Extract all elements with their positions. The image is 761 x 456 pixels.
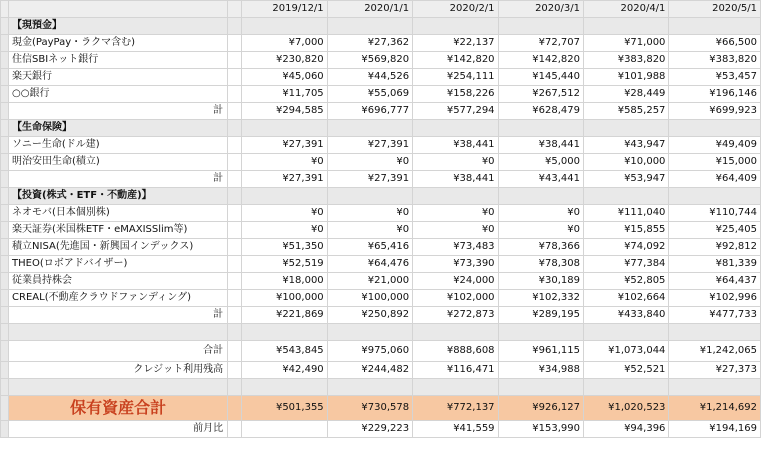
row-edge-cell[interactable] (1, 154, 9, 171)
section-header-deposits (1, 18, 761, 35)
value-cell[interactable] (327, 188, 412, 205)
value-cell[interactable]: ¥102,996 (669, 290, 761, 307)
value-cell[interactable]: ¥49,409 (669, 137, 761, 154)
value-cell[interactable]: ¥15,855 (583, 222, 668, 239)
value-cell[interactable]: ¥116,471 (413, 362, 498, 379)
gap-cell[interactable] (228, 171, 242, 188)
value-cell[interactable]: ¥0 (242, 222, 327, 239)
table-row (1, 290, 761, 307)
value-cell[interactable]: ¥100,000 (327, 290, 412, 307)
value-cell[interactable] (413, 379, 498, 396)
value-cell[interactable]: ¥11,705 (242, 86, 327, 103)
row-label-cell[interactable]: 計 (9, 103, 228, 120)
value-cell[interactable]: ¥43,947 (583, 137, 668, 154)
value-cell[interactable]: ¥961,115 (498, 341, 583, 362)
gap-cell[interactable] (228, 324, 242, 341)
table-row (1, 256, 761, 273)
row-edge-cell[interactable] (1, 171, 9, 188)
value-cell[interactable] (327, 324, 412, 341)
row-label-cell[interactable]: 楽天証券(米国株ETF・eMAXISSlim等) (9, 222, 228, 239)
value-cell[interactable]: ¥0 (498, 205, 583, 222)
gap-cell[interactable] (228, 137, 242, 154)
value-cell[interactable]: ¥772,137 (413, 396, 498, 421)
row-edge-cell[interactable] (1, 362, 9, 379)
credit-balance-row (1, 362, 761, 379)
value-cell[interactable] (669, 188, 761, 205)
value-cell[interactable]: 2020/1/1 (327, 1, 412, 18)
value-cell[interactable] (242, 379, 327, 396)
row-edge-cell[interactable] (1, 307, 9, 324)
gap-cell[interactable] (228, 69, 242, 86)
row-edge-cell[interactable] (1, 188, 9, 205)
gap-cell[interactable] (228, 421, 242, 438)
value-cell[interactable]: ¥0 (413, 154, 498, 171)
value-cell[interactable]: ¥244,482 (327, 362, 412, 379)
value-cell[interactable]: ¥101,988 (583, 69, 668, 86)
table-row (1, 69, 761, 86)
gap-cell[interactable] (228, 222, 242, 239)
subtotal-row-deposits (1, 103, 761, 120)
value-cell[interactable]: ¥0 (327, 222, 412, 239)
table-row (1, 273, 761, 290)
value-cell[interactable] (669, 324, 761, 341)
value-cell[interactable]: 2020/3/1 (498, 1, 583, 18)
value-cell[interactable]: ¥272,873 (413, 307, 498, 324)
table-row (1, 239, 761, 256)
value-cell[interactable]: ¥64,476 (327, 256, 412, 273)
value-cell[interactable]: ¥66,500 (669, 35, 761, 52)
row-label-cell[interactable]: 楽天銀行 (9, 69, 228, 86)
value-cell[interactable]: 2020/5/1 (669, 1, 761, 18)
gap-cell[interactable] (228, 396, 242, 421)
value-cell[interactable] (413, 324, 498, 341)
value-cell[interactable]: ¥52,805 (583, 273, 668, 290)
value-cell[interactable]: ¥27,391 (327, 171, 412, 188)
value-cell[interactable]: ¥78,308 (498, 256, 583, 273)
gap-cell[interactable] (228, 307, 242, 324)
row-label-cell[interactable]: THEO(ロボアドバイザー) (9, 256, 228, 273)
value-cell[interactable]: ¥28,449 (583, 86, 668, 103)
value-cell[interactable]: ¥27,391 (242, 137, 327, 154)
gap-cell[interactable] (228, 273, 242, 290)
value-cell[interactable]: ¥81,339 (669, 256, 761, 273)
row-edge-cell[interactable] (1, 396, 9, 421)
value-cell[interactable] (669, 120, 761, 137)
row-label-cell[interactable]: 計 (9, 307, 228, 324)
row-edge-cell[interactable] (1, 341, 9, 362)
value-cell[interactable]: ¥1,242,065 (669, 341, 761, 362)
row-label-cell[interactable]: 前月比 (9, 421, 228, 438)
row-edge-cell[interactable] (1, 103, 9, 120)
value-cell[interactable]: ¥730,578 (327, 396, 412, 421)
value-cell[interactable]: ¥30,189 (498, 273, 583, 290)
date-header-row (1, 1, 761, 18)
value-cell[interactable]: ¥477,733 (669, 307, 761, 324)
value-cell[interactable]: ¥51,350 (242, 239, 327, 256)
value-cell[interactable] (583, 379, 668, 396)
value-cell[interactable]: ¥41,559 (413, 421, 498, 438)
value-cell[interactable]: ¥696,777 (327, 103, 412, 120)
value-cell[interactable] (498, 188, 583, 205)
value-cell[interactable]: ¥0 (413, 222, 498, 239)
value-cell[interactable]: ¥888,608 (413, 341, 498, 362)
row-label-cell[interactable]: 合計 (9, 341, 228, 362)
value-cell[interactable]: ¥71,000 (583, 35, 668, 52)
gap-cell[interactable] (228, 1, 242, 18)
header-label-cell[interactable] (9, 1, 228, 18)
value-cell[interactable] (669, 379, 761, 396)
value-cell[interactable]: ¥42,490 (242, 362, 327, 379)
value-cell[interactable]: ¥158,226 (413, 86, 498, 103)
value-cell[interactable]: ¥0 (242, 205, 327, 222)
row-label-cell[interactable]: ネオモバ(日本個別株) (9, 205, 228, 222)
value-cell[interactable]: ¥27,391 (327, 137, 412, 154)
value-cell[interactable]: ¥73,390 (413, 256, 498, 273)
value-cell[interactable]: ¥38,441 (413, 137, 498, 154)
value-cell[interactable]: ¥10,000 (583, 154, 668, 171)
value-cell[interactable]: ¥1,073,044 (583, 341, 668, 362)
row-label-cell[interactable] (9, 324, 228, 341)
row-edge-cell[interactable] (1, 222, 9, 239)
table-row (1, 154, 761, 171)
value-cell[interactable] (242, 188, 327, 205)
value-cell[interactable]: ¥433,840 (583, 307, 668, 324)
value-cell[interactable] (242, 421, 327, 438)
gap-cell[interactable] (228, 290, 242, 307)
value-cell[interactable]: ¥65,416 (327, 239, 412, 256)
row-edge-cell[interactable] (1, 324, 9, 341)
table-row (1, 52, 761, 69)
row-label-cell[interactable]: CREAL(不動産クラウドファンディング) (9, 290, 228, 307)
value-cell[interactable]: ¥18,000 (242, 273, 327, 290)
value-cell[interactable]: ¥289,195 (498, 307, 583, 324)
value-cell[interactable] (242, 324, 327, 341)
row-edge-cell[interactable] (1, 421, 9, 438)
value-cell[interactable] (327, 18, 412, 35)
value-cell[interactable]: ¥250,892 (327, 307, 412, 324)
value-cell[interactable] (498, 120, 583, 137)
value-cell[interactable]: ¥94,396 (583, 421, 668, 438)
value-cell[interactable]: ¥230,820 (242, 52, 327, 69)
value-cell[interactable]: ¥142,820 (498, 52, 583, 69)
value-cell[interactable]: ¥53,947 (583, 171, 668, 188)
row-label-cell[interactable]: ○○銀行 (9, 86, 228, 103)
row-edge-cell[interactable] (1, 18, 9, 35)
value-cell[interactable]: ¥501,355 (242, 396, 327, 421)
value-cell[interactable] (413, 18, 498, 35)
net-assets-row (1, 396, 761, 421)
value-cell[interactable] (498, 18, 583, 35)
value-cell[interactable]: ¥64,437 (669, 273, 761, 290)
value-cell[interactable]: ¥15,000 (669, 154, 761, 171)
value-cell[interactable]: ¥585,257 (583, 103, 668, 120)
value-cell[interactable]: ¥111,040 (583, 205, 668, 222)
value-cell[interactable] (327, 120, 412, 137)
value-cell[interactable] (498, 379, 583, 396)
value-cell[interactable]: ¥0 (498, 222, 583, 239)
subtotal-row-insurance (1, 171, 761, 188)
value-cell[interactable]: ¥196,146 (669, 86, 761, 103)
gap-cell[interactable] (228, 35, 242, 52)
gap-cell[interactable] (228, 103, 242, 120)
row-label-cell[interactable]: 積立NISA(先進国・新興国インデックス) (9, 239, 228, 256)
value-cell[interactable]: ¥145,440 (498, 69, 583, 86)
value-cell[interactable]: ¥55,069 (327, 86, 412, 103)
row-edge-cell[interactable] (1, 1, 9, 18)
value-cell[interactable]: ¥383,820 (669, 52, 761, 69)
gap-cell[interactable] (228, 256, 242, 273)
row-edge-cell[interactable] (1, 379, 9, 396)
value-cell[interactable]: ¥699,923 (669, 103, 761, 120)
table-row (1, 86, 761, 103)
value-cell[interactable]: ¥74,092 (583, 239, 668, 256)
value-cell[interactable]: ¥73,483 (413, 239, 498, 256)
value-cell[interactable]: ¥27,362 (327, 35, 412, 52)
row-label-cell[interactable]: 従業員持株会 (9, 273, 228, 290)
row-label-cell[interactable] (9, 379, 228, 396)
value-cell[interactable]: ¥38,441 (413, 171, 498, 188)
row-edge-cell[interactable] (1, 137, 9, 154)
row-label-cell[interactable]: 計 (9, 171, 228, 188)
row-label-cell[interactable]: 明治安田生命(積立) (9, 154, 228, 171)
gap-cell[interactable] (228, 120, 242, 137)
value-cell[interactable]: 2020/4/1 (583, 1, 668, 18)
row-edge-cell[interactable] (1, 120, 9, 137)
value-cell[interactable]: ¥383,820 (583, 52, 668, 69)
value-cell[interactable]: ¥102,664 (583, 290, 668, 307)
gap-cell[interactable] (228, 188, 242, 205)
table-row (1, 35, 761, 52)
value-cell[interactable]: ¥45,060 (242, 69, 327, 86)
value-cell[interactable]: ¥25,405 (669, 222, 761, 239)
value-cell[interactable]: ¥27,391 (242, 171, 327, 188)
value-cell[interactable]: ¥110,744 (669, 205, 761, 222)
gap-cell[interactable] (228, 18, 242, 35)
value-cell[interactable]: ¥628,479 (498, 103, 583, 120)
value-cell[interactable]: ¥44,526 (327, 69, 412, 86)
gap-cell[interactable] (228, 239, 242, 256)
row-label-cell[interactable]: 現金(PayPay・ラクマ含む) (9, 35, 228, 52)
value-cell[interactable]: ¥294,585 (242, 103, 327, 120)
value-cell[interactable]: ¥34,988 (498, 362, 583, 379)
section-header-insurance (1, 120, 761, 137)
gap-cell[interactable] (228, 52, 242, 69)
value-cell[interactable]: ¥0 (413, 205, 498, 222)
spacer-row (1, 379, 761, 396)
value-cell[interactable]: ¥194,169 (669, 421, 761, 438)
value-cell[interactable]: ¥267,512 (498, 86, 583, 103)
value-cell[interactable]: ¥221,869 (242, 307, 327, 324)
value-cell[interactable] (583, 120, 668, 137)
value-cell[interactable]: ¥142,820 (413, 52, 498, 69)
value-cell[interactable] (669, 18, 761, 35)
gap-cell[interactable] (228, 341, 242, 362)
value-cell[interactable]: ¥77,384 (583, 256, 668, 273)
net-assets-label[interactable]: 保有資産合計 (9, 396, 228, 421)
value-cell[interactable]: ¥78,366 (498, 239, 583, 256)
row-edge-cell[interactable] (1, 52, 9, 69)
value-cell[interactable]: ¥100,000 (242, 290, 327, 307)
value-cell[interactable]: ¥0 (327, 154, 412, 171)
value-cell[interactable]: ¥229,223 (327, 421, 412, 438)
gap-cell[interactable] (228, 86, 242, 103)
subtotal-row-investment (1, 307, 761, 324)
row-edge-cell[interactable] (1, 86, 9, 103)
value-cell[interactable]: ¥92,812 (669, 239, 761, 256)
value-cell[interactable] (583, 188, 668, 205)
value-cell[interactable]: ¥0 (242, 154, 327, 171)
value-cell[interactable]: ¥27,373 (669, 362, 761, 379)
section-title[interactable]: 【投資(株式・ETF・不動産)】 (9, 188, 228, 205)
section-title[interactable]: 【生命保険】 (9, 120, 228, 137)
value-cell[interactable]: ¥102,000 (413, 290, 498, 307)
value-cell[interactable] (413, 120, 498, 137)
table-row (1, 205, 761, 222)
value-cell[interactable] (583, 324, 668, 341)
value-cell[interactable]: ¥21,000 (327, 273, 412, 290)
spacer-row (1, 324, 761, 341)
value-cell[interactable]: ¥926,127 (498, 396, 583, 421)
row-edge-cell[interactable] (1, 205, 9, 222)
value-cell[interactable] (242, 18, 327, 35)
row-edge-cell[interactable] (1, 273, 9, 290)
gap-cell[interactable] (228, 205, 242, 222)
value-cell[interactable]: ¥1,020,523 (583, 396, 668, 421)
row-edge-cell[interactable] (1, 35, 9, 52)
value-cell[interactable]: ¥22,137 (413, 35, 498, 52)
row-edge-cell[interactable] (1, 69, 9, 86)
row-label-cell[interactable]: ソニー生命(ドル建) (9, 137, 228, 154)
value-cell[interactable]: 2019/12/1 (242, 1, 327, 18)
grand-total-row (1, 341, 761, 362)
row-label-cell[interactable]: クレジット利用残高 (9, 362, 228, 379)
value-cell[interactable]: ¥102,332 (498, 290, 583, 307)
value-cell[interactable]: ¥569,820 (327, 52, 412, 69)
value-cell[interactable]: ¥38,441 (498, 137, 583, 154)
gap-cell[interactable] (228, 379, 242, 396)
value-cell[interactable] (242, 120, 327, 137)
value-cell[interactable]: ¥1,214,692 (669, 396, 761, 421)
value-cell[interactable] (583, 18, 668, 35)
value-cell[interactable]: ¥72,707 (498, 35, 583, 52)
gap-cell[interactable] (228, 154, 242, 171)
value-cell[interactable]: ¥0 (327, 205, 412, 222)
section-header-investment (1, 188, 761, 205)
value-cell[interactable] (498, 324, 583, 341)
value-cell[interactable]: ¥975,060 (327, 341, 412, 362)
value-cell[interactable]: ¥64,409 (669, 171, 761, 188)
value-cell[interactable]: ¥5,000 (498, 154, 583, 171)
value-cell[interactable]: ¥254,111 (413, 69, 498, 86)
gap-cell[interactable] (228, 362, 242, 379)
value-cell[interactable]: 2020/2/1 (413, 1, 498, 18)
value-cell[interactable]: ¥153,990 (498, 421, 583, 438)
value-cell[interactable]: ¥7,000 (242, 35, 327, 52)
value-cell[interactable]: ¥577,294 (413, 103, 498, 120)
row-edge-cell[interactable] (1, 290, 9, 307)
table-row (1, 222, 761, 239)
row-edge-cell[interactable] (1, 256, 9, 273)
value-cell[interactable]: ¥543,845 (242, 341, 327, 362)
value-cell[interactable] (327, 379, 412, 396)
row-label-cell[interactable]: 住信SBIネット銀行 (9, 52, 228, 69)
month-over-month-row (1, 421, 761, 438)
table-row (1, 137, 761, 154)
value-cell[interactable]: ¥43,441 (498, 171, 583, 188)
value-cell[interactable]: ¥53,457 (669, 69, 761, 86)
value-cell[interactable]: ¥52,519 (242, 256, 327, 273)
value-cell[interactable]: ¥52,521 (583, 362, 668, 379)
section-title[interactable]: 【現預金】 (9, 18, 228, 35)
value-cell[interactable]: ¥24,000 (413, 273, 498, 290)
value-cell[interactable] (413, 188, 498, 205)
row-edge-cell[interactable] (1, 239, 9, 256)
